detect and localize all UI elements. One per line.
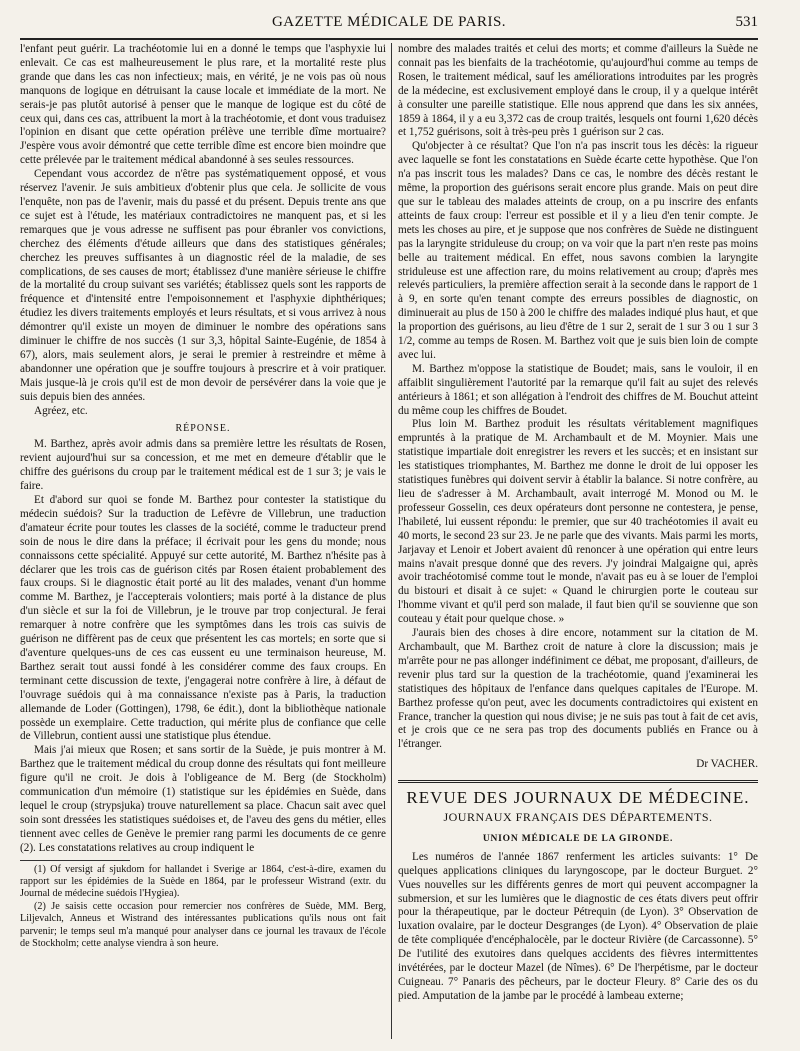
revue-title: REVUE DES JOURNAUX DE MÉDECINE.	[406, 788, 750, 808]
footnote: (1) Of versigt af sjukdom for hallandet i Sverige ar 1864, c'est-à-dire, examen du rapport sur les épidémies de la Suède en 1864, par le professeur Wistrand (extr. du Journal de médecine suédois l'Hygiea).	[20, 863, 386, 900]
page-number: 531	[735, 14, 758, 30]
paragraph: l'enfant peut guérir. La trachéotomie lui en a donné le temps que l'asphyxie lui enlevait. Ce cas est malheureusement le plus rare, et la mortalité reste plus grande que dans les cas non infectieux; mais, en vérité, je ne vois pas où nous manquons de logique en détruisant la cause locale et immédiate de la mort. Ne serais-je pas plutôt autorisé à penser que le manque de logique est du côté de ceux qui, dans ces cas, attribuent la mort à la trachéotomie, et dont vous traduisez l'opinion en disant que cette opération prélève une terrible dîme mortuaire? J'espère vous avoir démontré que cette terrible dîme est encore bien moindre que cette prélevée par le traitement médical abandonné à ses seules ressources.	[20, 43, 386, 167]
left-column	[20, 43, 386, 1043]
paragraph: nombre des malades traités et celui des morts; et comme d'ailleurs la Suède ne connait pas les bienfaits de la trachéotomie, qu'aujourd'hui comme au temps de Rosen, le traitement médical, sauf les améliorations introduites par les progrès de la médecine, est exclusivement employé dans le croup, il y a quelque intérêt à consulter une pareille statistique. Elle nous apprend que dans les six années, 1859 à 1864, il y a eu 3,372 cas de croup traités, lesquels ont fourni 1,620 décès et 1,752 guérisons, soit à très-peu près 1 guérison sur 2 cas.	[398, 43, 758, 139]
paragraph: J'aurais bien des choses à dire encore, notamment sur la citation de M. Archambault, que M. Barthez croit de nature à clore la discussion; mais je m'arrête pour ne pas allonger indéfiniment ce débat, me proposant, d'ailleurs, de revenir plus tard sur la question de la trachéotomie, quand j'examinerai les statistiques des hôpitaux de l'enfance dans quelques capitales de l'Europe. M. Barthez professe qu'on peut, avec les documents contradictoires qui existent en France, trancher la question qui nous divise; je ne suis pas tout à fait de cet avis, et je crois que ce ne sera pas trop des documents publiés en France ou à l'étranger.	[398, 627, 758, 751]
footnote-rule	[20, 860, 130, 861]
paragraph: Cependant vous accordez de n'être pas systématiquement opposé, et vous réservez l'avenir. Je suis ambitieux d'obtenir plus que cela. Je sollicite de vous l'enquête, non pas de l'avenir, mais du passé et du présent. Depuis trente ans que ce sujet est à l'étude, les matériaux contradictoires ne manquent pas, et si les remarques que je vous adresse ne suffisent pas pour ébranler vos convictions, cherchez des éléments d'étude ailleurs que dans des statistiques générales; cherchez les preuves suffisantes à un diagnostic réel de la maladie, de ses complications, de ses causes de mort; établissez d'une manière sérieuse le chiffre de la mortalité du croup suivant ses variétés; établissez quels sont les rapports de fréquence et d'intensité entre l'empoisonnement et l'asphyxie diphthériques; étudiez les divers traitements employés et leurs résultats, et si vous arrivez à nous démontrer qu'il existe un moyen de diminuer le nombre des opérations sans diminuer le chiffre de nos succès (1 sur 3,3, hôpital Sainte-Eugénie, de 1854 à 67), alors, mais seulement alors, je serai le premier à restreindre et même à abandonner une opération que je souffre toujours à prescrire et à voir pratiquer. Mais jusque-là je crois qu'il est de mon devoir de persévérer dans la voie que je suis depuis bien des années.	[20, 168, 386, 403]
section-rule	[398, 780, 758, 783]
paragraph: Agréez, etc.	[34, 404, 88, 417]
paragraph: M. Barthez m'oppose la statistique de Boudet; mais, sans le vouloir, il en affaiblit singulièrement l'autorité par la remarque qu'il fait au sujet des relevés antérieurs à 1861; et son allégation à l'endroit des chiffres de M. Bouchut atteint du même coup les chiffres de Boudet.	[398, 362, 758, 417]
paragraph: Les numéros de l'année 1867 renferment les articles suivants: 1° De quelques applications cliniques du laryngoscope, par le docteur Burguet. 2° Vues nouvelles sur les différents genres de mort qui peuvent accompagner la submersion, et sur les lumières que le diagnostic de ces états divers peut offrir pour la thérapeutique, par le docteur Pétrequin (de Lyon). 3° Observation de luxation ovalaire, par le docteur Desgranges (de Lyon). 4° Observation de plaie de tête compliquée d'encéphalocèle, par le docteur Rivière (de Carcassonne). 5° De l'utilité des exutoires dans quelques accidents des fièvres intermittentes invétérées, par le docteur Mazel (de Nîmes). 6° De l'herpétisme, par le docteur Cuigneau. 7° Panaris des pêcheurs, par le docteur Fleury. 8° Carie des os du pied. Amputation de la jambe par le procédé à lambeau externe;	[398, 850, 758, 1002]
paragraph: Et d'abord sur quoi se fonde M. Barthez pour contester la statistique du médecin suédois? Sur la traduction de Lefèvre de Villebrun, une traduction d'amateur écrite pour toutes les classes de la société, comme le traducteur prend soin de nous le dire dans la préface; il écrivait pour les gens du monde; nous connaissons cette spécialité. Appuyé sur cette autorité, M. Barthez n'hésite pas à déclarer que les trois cas de guérison cités par Rosen étaient probablement des faux croups. Si le diagnostic était porté au lit des malades, venant d'un homme comme M. Barthez, je l'accepterais volontiers; mais porté à la distance de plus d'un siècle et sur la foi de Villebrun, je le trouve par trop conjectural. Je ferai remarquer à notre confrère que les symptômes dans les trois cas suivis de guérison ne diffèrent pas de ceux que présentent les cas mortels; en sorte que si d'aventure quelques-uns de ces cas eussent eu une terminaison heureuse, M. Barthez serait tout aussi fondé à les considérer comme des faux croups. En terminant cette discussion de texte, j'engagerai notre confrère à lire, à défaut de l'ouvrage suédois qui à ma connaissance n'existe pas à Paris, la traduction allemande de Loder (Gottingen), 1798, 6e édit.), dont la bibliothèque nationale possède un exemplaire. Cette traduction, qui mérite plus de confiance que celle de Villebrun, contient aussi une statistique plus étendue.	[20, 494, 386, 743]
column-divider	[391, 43, 392, 1039]
page-header	[20, 8, 758, 38]
paragraph: Mais j'ai mieux que Rosen; et sans sortir de la Suède, je puis montrer à M. Barthez que le traitement médical du croup donne des résultats qui font meilleure figure qu'il ne croit. Je dois à l'obligeance de M. Berg (de Stockholm) communication d'un mémoire (1) statistique sur les épidémies en Suède, dans lequel le croup (strypsjuka) trouve naturellement sa place. Chacun sait avec quel soin sont dressées les statistiques suédoises et, de l'aveu des gens du métier, elles tiennent avec celles de Genève le premier rang parmi les documents de ce genre (2). Les constatations relatives au croup indiquent le	[20, 744, 386, 854]
revue-section-heading: UNION MÉDICALE DE LA GIRONDE.	[482, 833, 674, 844]
paragraph: Plus loin M. Barthez produit les résultats véritablement magnifiques empruntés à la pratique de M. Archambault et de M. Moynier. Mais une statistique impartiale doit enregistrer les revers et les succès; et en insistant sur les statistiques triomphantes, M. Barthez me donne le droit de lui opposer les statistiques funèbres qui doivent servir à établir la balance. Si notre confrère, au lieu de s'adresser à M. Archambault, avait interrogé M. Monod ou M. le professeur Gosselin, ces deux opérateurs dont personne ne contestera, je pense, l'habileté, lui eussent répondu: le premier, que sur 40 trachéotomies il avait eu 40 morts, le second 23 sur 23. Je ne parle que des vivants. Mais parmi les morts, Jarjavay et Lenoir et Jobert avaient dû renoncer à une opération qui entre leurs mains n'avait presque donné que des revers. J'y joindrai Malgaigne qui, après avoir trachéotomisé comme tout le monde, n'avait pas eu à se louer de l'emploi du bistouri et disait à ce sujet: « Quand le chirurgien porte le couteau sur l'homme vivant et qu'il perd son malade, il faut bien qu'il se souvienne que son couteau y était pour quelque chose. »	[398, 418, 758, 626]
footnote: (2) Je saisis cette occasion pour remercier nos confrères de Suède, MM. Berg, Liljevalch, Anneus et Wistrand des intéressantes publications qu'ils nous ont fait parvenir; le temps seul m'a manqué pour analyser dans ce journal les travaux de l'école de Stockholm; cette analyse viendra à son heure.	[20, 900, 386, 949]
header-rule	[20, 38, 758, 40]
signature: Dr VACHER.	[696, 758, 758, 771]
paragraph: Qu'objecter à ce résultat? Que l'on n'a pas inscrit tous les décès: la rigueur avec laquelle se font les constatations en Suède écarte cette hypothèse. Que l'on n'a pas inscrit tous les malades? Dans ce cas, le nombre des décès restant le même, la proportion des guérisons serait encore plus grande. Mais on peut dire que sur le tableau des malades atteints de croup, on a pu inscrire des enfants atteints de faux croup: l'erreur est possible et il y a lieu d'en tenir compte. Je mets les choses au pire, et je suppose que nos confrères de Suède ne distinguent pas la laryngite striduleuse du croup; on va voir que la part n'en reste pas moins belle au traitement médical. En effet, nous savons combien la laryngite striduleuse est une affection rare, du moins relativement au croup; d'après mes relevés particuliers, la première affection serait à la seconde dans le rapport de 1 à 9, en sorte qu'en tenant compte des erreurs possibles de diagnostic, on diminuerait au plus de 150 à 200 le chiffre des malades indiqué plus haut, et que la proportion des guérisons, au lieu d'être de 1 sur 2, serait de 1 sur 3 ou 1 sur 3 1/2, comme au temps de Rosen. M. Barthez voit que je suis bien loin de compte avec lui.	[398, 140, 758, 361]
right-column	[398, 43, 758, 1043]
footnotes	[20, 864, 386, 951]
paragraph: M. Barthez, après avoir admis dans sa première lettre les résultats de Rosen, revient aujourd'hui sur sa concession, et me met en demeure d'établir que le chiffre des guérisons du croup par le traitement médical est de 1 sur 3; je vais le faire.	[20, 438, 386, 493]
journal-title: GAZETTE MÉDICALE DE PARIS.	[271, 14, 507, 30]
revue-subtitle: JOURNAUX FRANÇAIS DES DÉPARTEMENTS.	[443, 810, 713, 825]
reponse-heading: RÉPONSE.	[175, 423, 231, 435]
